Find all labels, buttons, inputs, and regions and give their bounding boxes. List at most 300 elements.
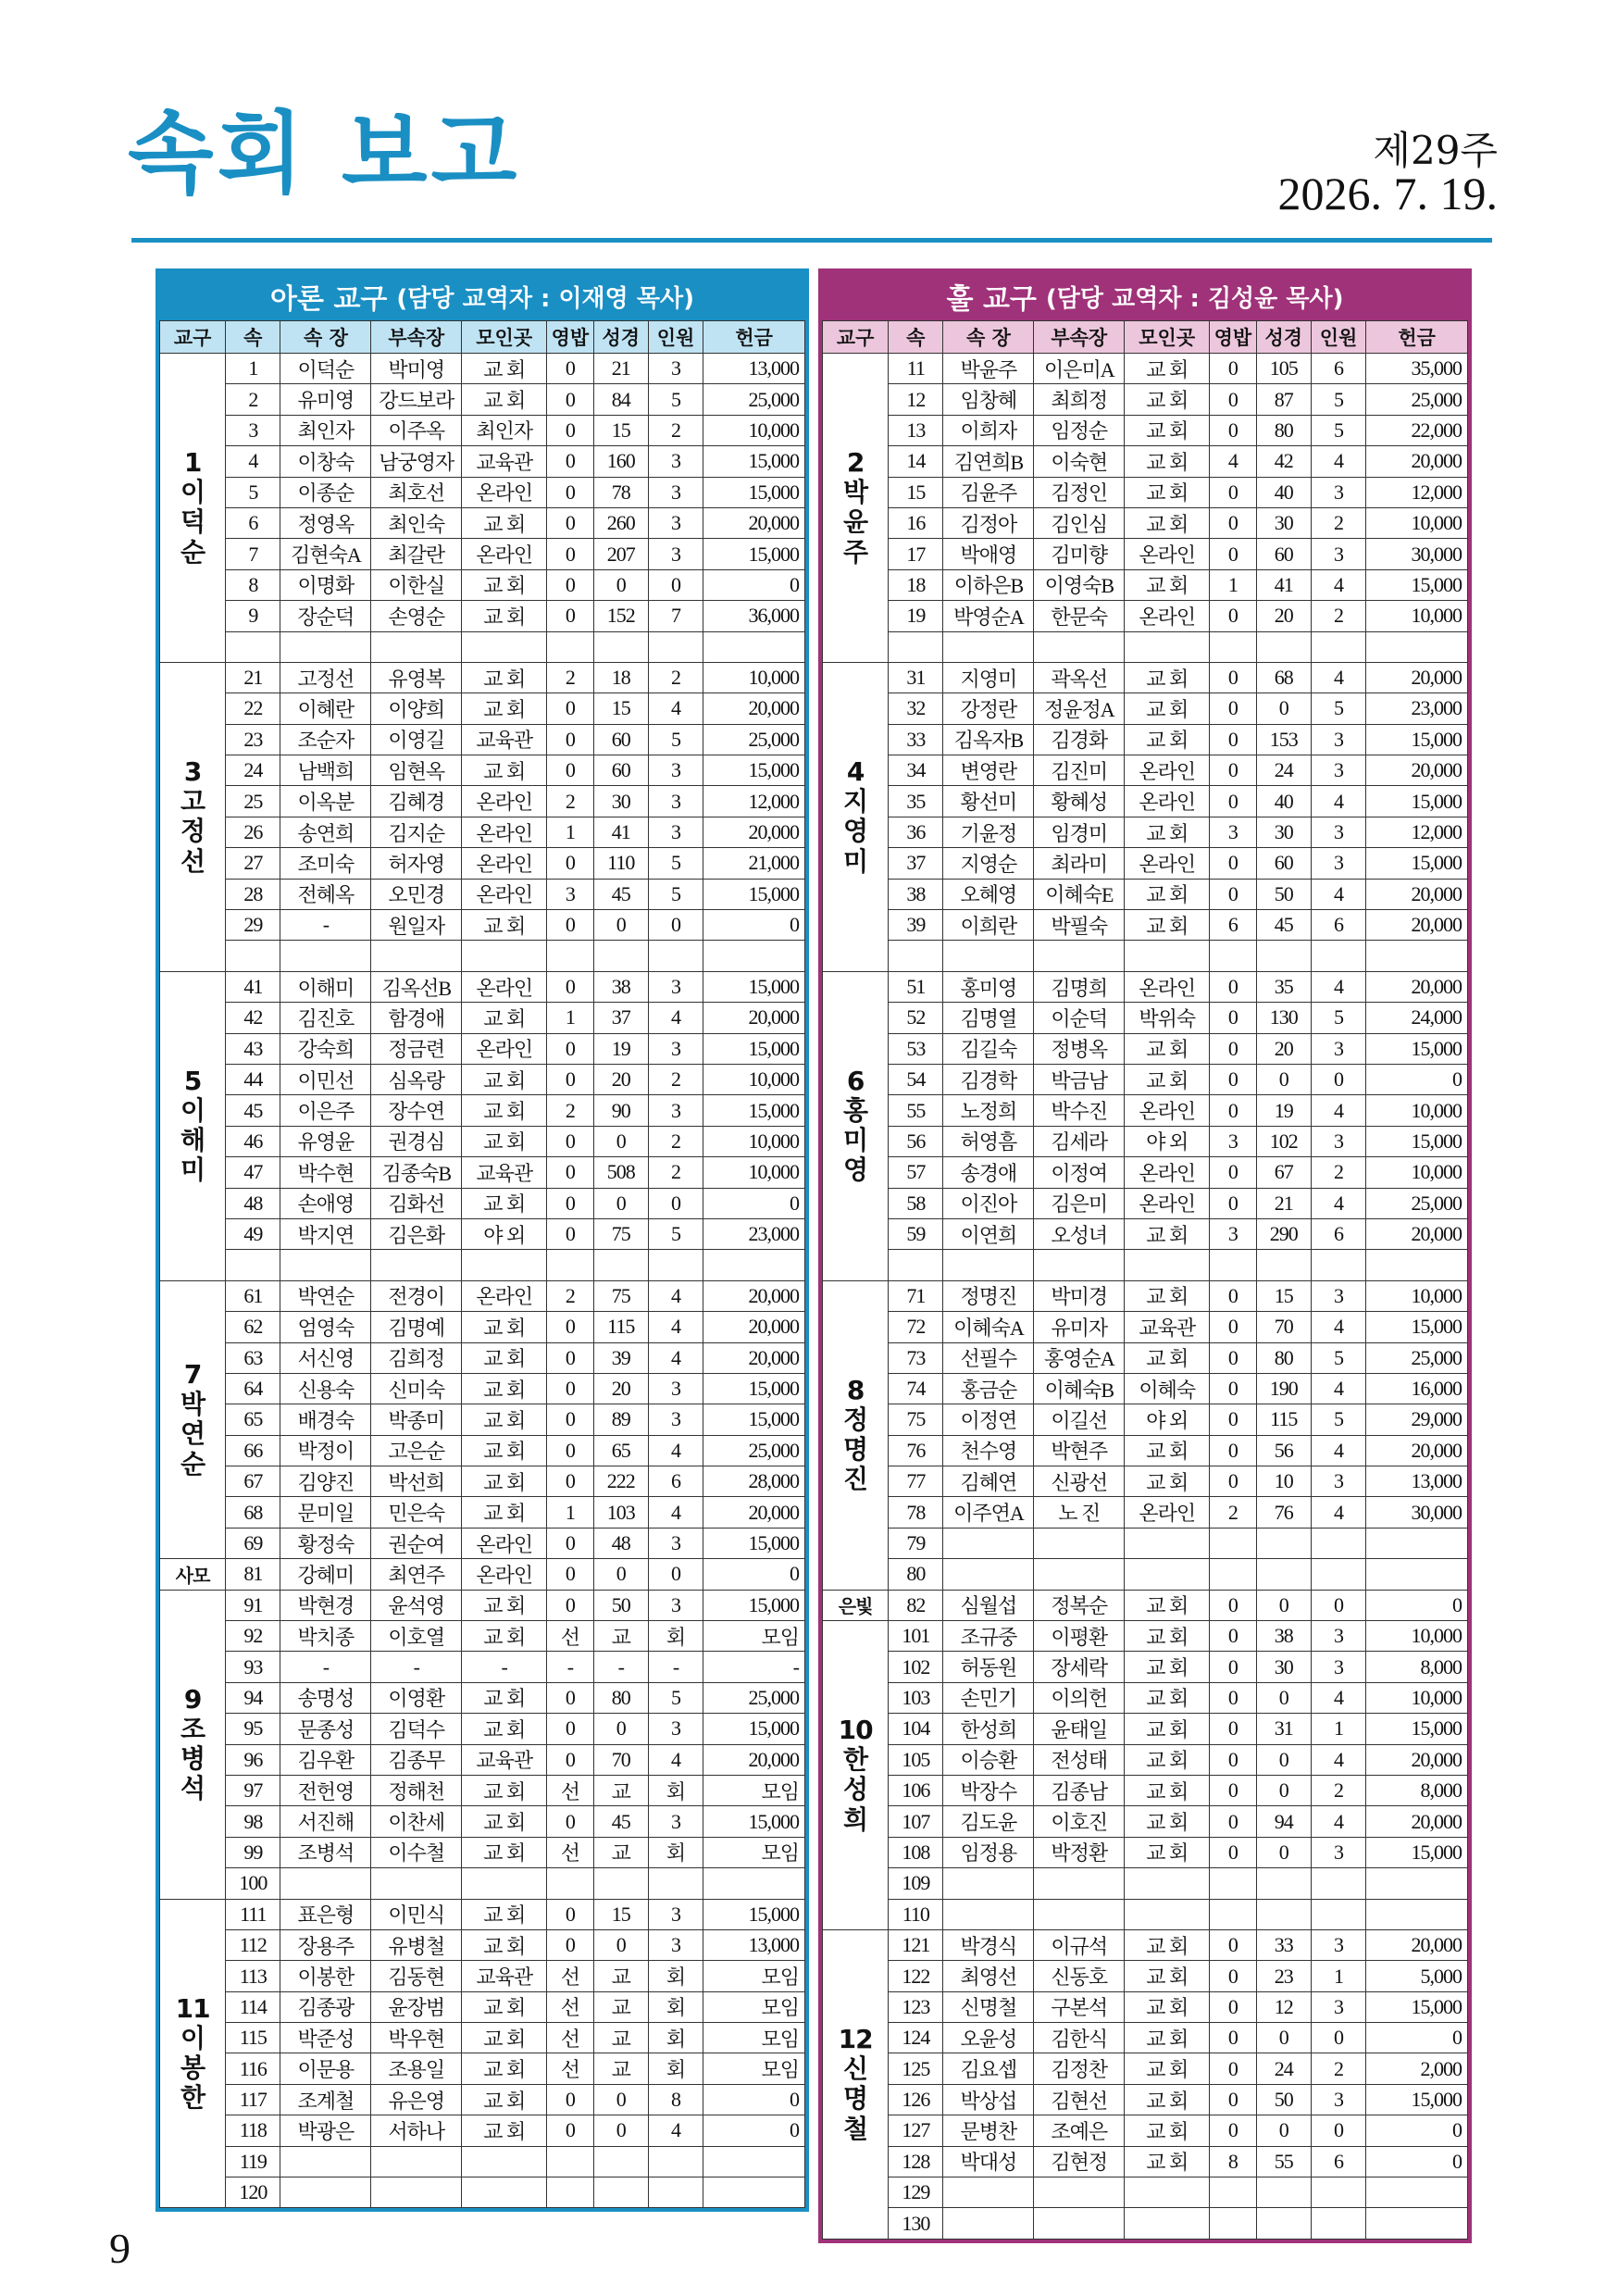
district-group-label: 11 이 봉 한 xyxy=(160,1899,226,2208)
table-cell: 0 xyxy=(593,1714,648,1744)
table-row xyxy=(823,1250,1468,1280)
table-cell: 조용일 xyxy=(371,2053,462,2084)
table-cell: 김옥자B xyxy=(943,724,1034,755)
table-cell: 20,000 xyxy=(703,817,805,847)
table-cell xyxy=(226,941,280,971)
table-cell: 김종남 xyxy=(1034,1775,1125,1805)
table-cell: 정윤정A xyxy=(1034,693,1125,724)
table-cell: 김도윤 xyxy=(943,1806,1034,1837)
table-row xyxy=(823,693,1468,724)
table-cell: 3 xyxy=(648,446,703,477)
table-cell: 0 xyxy=(547,354,593,384)
table-cell: 지영미 xyxy=(943,662,1034,693)
table-cell: 10,000 xyxy=(703,1126,805,1156)
table-cell: 48 xyxy=(226,1188,280,1218)
table-cell: 119 xyxy=(226,2146,280,2177)
table-cell: 한성희 xyxy=(943,1714,1034,1744)
table-cell: 0 xyxy=(1256,1682,1311,1713)
table-row xyxy=(160,724,805,755)
table-cell: 오윤성 xyxy=(943,2023,1034,2053)
table-cell: 온라인 xyxy=(1125,1157,1210,1188)
table-row xyxy=(160,879,805,909)
table-row xyxy=(823,1218,1468,1249)
table-cell xyxy=(1125,2208,1210,2239)
table-cell: 온라인 xyxy=(462,477,547,507)
table-row xyxy=(823,1095,1468,1126)
table-cell: 2 xyxy=(648,1126,703,1156)
table-cell xyxy=(1125,2177,1210,2208)
table-cell: 0 xyxy=(1210,1435,1256,1466)
table-cell: 124 xyxy=(889,2023,943,2053)
table-cell: 이호열 xyxy=(371,1621,462,1652)
table-cell: 김혜경 xyxy=(371,786,462,817)
table-cell: 이영환 xyxy=(371,1682,462,1713)
table-cell: 0 xyxy=(1210,1312,1256,1342)
table-row xyxy=(160,1188,805,1218)
table-cell: 0 xyxy=(547,1342,593,1373)
table-cell: 41 xyxy=(226,971,280,1002)
table-cell: 0 xyxy=(1210,415,1256,445)
table-cell xyxy=(1366,1899,1468,1929)
table-cell: 교 회 xyxy=(462,1064,547,1094)
table-cell: 10,000 xyxy=(1366,1682,1468,1713)
table-cell: 이순덕 xyxy=(1034,1003,1125,1033)
table-cell: 0 xyxy=(1256,1744,1311,1775)
table-cell: 0 xyxy=(648,1559,703,1590)
table-cell: 260 xyxy=(593,507,648,538)
table-cell: 손영순 xyxy=(371,601,462,631)
table-cell: 교 회 xyxy=(1125,2115,1210,2146)
table-cell: 김경학 xyxy=(943,1064,1034,1094)
table-cell: 0 xyxy=(703,910,805,941)
table-cell: 교 회 xyxy=(462,910,547,941)
table-cell: 박광은 xyxy=(280,2115,371,2146)
table-cell: 7 xyxy=(226,539,280,569)
table-cell: 교 회 xyxy=(462,1342,547,1373)
table-cell: 12 xyxy=(1256,1991,1311,2022)
table-cell: 4 xyxy=(648,1744,703,1775)
table-row xyxy=(160,1775,805,1805)
table-cell: 0 xyxy=(1210,1003,1256,1033)
table-cell: 박상섭 xyxy=(943,2084,1034,2115)
table-row xyxy=(823,1497,1468,1528)
table-cell: 교 회 xyxy=(1125,1466,1210,1497)
table-cell: 93 xyxy=(226,1652,280,1682)
table-cell: 김종무 xyxy=(371,1744,462,1775)
table-cell: 3 xyxy=(1311,539,1365,569)
table-cell: 0 xyxy=(1210,1280,1256,1311)
table-cell xyxy=(1311,1868,1365,1899)
table-cell: 41 xyxy=(1256,569,1311,600)
table-cell: 67 xyxy=(226,1466,280,1497)
table-cell: 56 xyxy=(889,1126,943,1156)
table-cell xyxy=(1366,631,1468,662)
column-header: 헌금 xyxy=(703,321,805,354)
table-cell: 천수영 xyxy=(943,1435,1034,1466)
table-cell: 2 xyxy=(1311,601,1365,631)
table-cell: 교 회 xyxy=(1125,2084,1210,2115)
table-cell: 117 xyxy=(226,2084,280,2115)
district-group-label: 9 조 병 석 xyxy=(160,1590,226,1899)
table-cell: 23,000 xyxy=(703,1218,805,1249)
table-cell xyxy=(1256,1528,1311,1558)
table-cell xyxy=(280,2177,371,2208)
table-cell: 이혜숙 xyxy=(1125,1373,1210,1404)
table-cell: 80 xyxy=(1256,415,1311,445)
table-cell: 75 xyxy=(889,1404,943,1435)
table-cell xyxy=(1311,2208,1365,2239)
table-cell: 교 회 xyxy=(462,1312,547,1342)
table-row xyxy=(823,477,1468,507)
table-cell: 290 xyxy=(1256,1218,1311,1249)
table-cell: 0 xyxy=(1210,755,1256,786)
table-cell: 25 xyxy=(226,786,280,817)
table-cell: 32 xyxy=(889,693,943,724)
table-cell: - xyxy=(280,910,371,941)
table-row xyxy=(823,539,1468,569)
table-cell: 홍금순 xyxy=(943,1373,1034,1404)
table-cell: 4 xyxy=(1311,446,1365,477)
table-cell: 3 xyxy=(1210,817,1256,847)
table-cell: 101 xyxy=(889,1621,943,1652)
table-row xyxy=(160,1714,805,1744)
table-cell: 3 xyxy=(648,1095,703,1126)
table-cell: 3 xyxy=(1311,1621,1365,1652)
table-cell: 박장수 xyxy=(943,1775,1034,1805)
table-cell: 222 xyxy=(593,1466,648,1497)
table-row xyxy=(823,848,1468,879)
table-cell: 20,000 xyxy=(1366,1744,1468,1775)
table-cell xyxy=(1125,1250,1210,1280)
table-cell: 4 xyxy=(1311,971,1365,1002)
table-cell: 0 xyxy=(547,1064,593,1094)
table-cell: 106 xyxy=(889,1775,943,1805)
table-cell: 교 회 xyxy=(462,1775,547,1805)
table-cell: 0 xyxy=(1210,384,1256,415)
table-cell: 교 회 xyxy=(1125,2023,1210,2053)
table-cell: 교 회 xyxy=(1125,1435,1210,1466)
table-row xyxy=(823,1342,1468,1373)
table-cell: 고정선 xyxy=(280,662,371,693)
table-cell: 윤태일 xyxy=(1034,1714,1125,1744)
table-cell: 회 xyxy=(648,2023,703,2053)
table-cell: 온라인 xyxy=(462,1033,547,1064)
table-cell: 선 xyxy=(547,1991,593,2022)
table-cell xyxy=(547,1868,593,1899)
table-cell: 온라인 xyxy=(1125,848,1210,879)
table-row xyxy=(160,1404,805,1435)
table-cell: 교 회 xyxy=(462,2053,547,2084)
table-cell xyxy=(547,2146,593,2177)
district-group-label: 10 한 성 희 xyxy=(823,1621,889,1930)
table-row xyxy=(160,1929,805,1960)
table-cell: 5 xyxy=(648,879,703,909)
table-cell xyxy=(1125,1528,1210,1558)
table-cell: 96 xyxy=(226,1744,280,1775)
table-cell: 20,000 xyxy=(703,1280,805,1311)
table-cell: 0 xyxy=(1366,1064,1468,1094)
table-cell: 조예은 xyxy=(1034,2115,1125,2146)
table-cell: 0 xyxy=(593,1559,648,1590)
table-cell xyxy=(1256,1899,1311,1929)
title-divider xyxy=(131,238,1492,243)
table-cell: 20,000 xyxy=(1366,446,1468,477)
table-row xyxy=(160,1033,805,1064)
table-row xyxy=(160,662,805,693)
column-header: 성경 xyxy=(593,321,648,354)
table-cell: 이명화 xyxy=(280,569,371,600)
table-cell: 20,000 xyxy=(703,507,805,538)
table-cell: 2 xyxy=(547,1280,593,1311)
table-cell: 62 xyxy=(226,1312,280,1342)
table-cell xyxy=(943,631,1034,662)
table-cell: 교 xyxy=(593,1621,648,1652)
table-cell: 2 xyxy=(648,1064,703,1094)
table-cell: - xyxy=(280,1652,371,1682)
table-cell: 권경심 xyxy=(371,1126,462,1156)
table-cell: 모임 xyxy=(703,1775,805,1805)
table-cell xyxy=(703,631,805,662)
table-cell: 0 xyxy=(547,1218,593,1249)
district-group-label: 사모 xyxy=(160,1559,226,1590)
panel-title: 훌 교구 xyxy=(946,283,1037,316)
table-cell: 교 회 xyxy=(462,1404,547,1435)
table-cell: 94 xyxy=(1256,1806,1311,1837)
column-header: 모인곳 xyxy=(1125,321,1210,354)
district-group-label: 3 고 정 선 xyxy=(160,662,226,971)
table-cell: 모임 xyxy=(703,1991,805,2022)
table-cell xyxy=(943,1250,1034,1280)
table-cell: 2 xyxy=(1311,507,1365,538)
table-cell: 25,000 xyxy=(703,384,805,415)
table-row xyxy=(160,786,805,817)
table-cell xyxy=(371,631,462,662)
table-cell: 허영흠 xyxy=(943,1126,1034,1156)
table-cell: 4 xyxy=(1210,446,1256,477)
table-row xyxy=(160,1806,805,1837)
table-cell: 이혜숙B xyxy=(1034,1373,1125,1404)
table-cell: 박영순A xyxy=(943,601,1034,631)
table-cell: 교 회 xyxy=(462,507,547,538)
table-cell xyxy=(371,1250,462,1280)
table-cell: 22,000 xyxy=(1366,415,1468,445)
table-cell: 13,000 xyxy=(703,354,805,384)
table-cell: 10,000 xyxy=(1366,1280,1468,1311)
table-cell: 3 xyxy=(1311,477,1365,507)
table-cell: 0 xyxy=(547,1157,593,1188)
table-cell: 79 xyxy=(889,1528,943,1558)
table-cell: 0 xyxy=(593,910,648,941)
table-cell: 19 xyxy=(593,1033,648,1064)
table-cell xyxy=(1210,941,1256,971)
table-cell: 1 xyxy=(547,1497,593,1528)
table-cell: 박필숙 xyxy=(1034,910,1125,941)
table-cell: 최영선 xyxy=(943,1961,1034,1991)
table-cell: 3 xyxy=(1311,1466,1365,1497)
table-cell: 박경식 xyxy=(943,1929,1034,1960)
table-cell: 111 xyxy=(226,1899,280,1929)
column-header: 영밥 xyxy=(547,321,593,354)
table-cell: 원일자 xyxy=(371,910,462,941)
table-cell xyxy=(1256,2208,1311,2239)
table-cell: 8 xyxy=(648,2084,703,2115)
table-cell: 0 xyxy=(1210,1682,1256,1713)
table-cell xyxy=(371,2146,462,2177)
table-cell: 30 xyxy=(1256,507,1311,538)
table-cell: 115 xyxy=(226,2023,280,2053)
table-cell: 남백희 xyxy=(280,755,371,786)
table-cell: 3 xyxy=(648,354,703,384)
table-cell: 15 xyxy=(889,477,943,507)
table-cell: 손민기 xyxy=(943,1682,1034,1713)
table-cell: 35 xyxy=(889,786,943,817)
table-cell: 이영길 xyxy=(371,724,462,755)
table-cell xyxy=(280,631,371,662)
table-cell: 이양희 xyxy=(371,693,462,724)
table-cell: 30 xyxy=(1256,1652,1311,1682)
table-row xyxy=(823,1991,1468,2022)
table-cell: 80 xyxy=(593,1682,648,1713)
table-cell: 교 xyxy=(593,1961,648,1991)
table-cell: 황혜성 xyxy=(1034,786,1125,817)
table-cell: 선 xyxy=(547,2023,593,2053)
table-cell: 0 xyxy=(1311,2023,1365,2053)
table-cell: 0 xyxy=(1210,477,1256,507)
table-row xyxy=(160,1652,805,1682)
table-cell: 508 xyxy=(593,1157,648,1188)
table-cell: 70 xyxy=(593,1744,648,1775)
table-cell: 조계철 xyxy=(280,2084,371,2115)
table-row xyxy=(823,1435,1468,1466)
table-cell xyxy=(1256,1868,1311,1899)
table-cell: 권순여 xyxy=(371,1528,462,1558)
table-cell: 3 xyxy=(648,1806,703,1837)
table-cell: 모임 xyxy=(703,1621,805,1652)
table-cell: 87 xyxy=(1256,384,1311,415)
table-cell: 80 xyxy=(1256,1342,1311,1373)
table-cell: 이민식 xyxy=(371,1899,462,1929)
table-cell: 47 xyxy=(226,1157,280,1188)
table-cell xyxy=(943,1868,1034,1899)
table-cell: 3 xyxy=(1311,817,1365,847)
table-cell: 45 xyxy=(1256,910,1311,941)
table-cell: 전성태 xyxy=(1034,1744,1125,1775)
table-cell: 이호진 xyxy=(1034,1806,1125,1837)
table-cell: 박선희 xyxy=(371,1466,462,1497)
table-cell xyxy=(1311,1528,1365,1558)
table-cell: 김정아 xyxy=(943,507,1034,538)
table-cell xyxy=(1034,1899,1125,1929)
table-cell: 박위숙 xyxy=(1125,1003,1210,1033)
table-cell: 4 xyxy=(648,1435,703,1466)
table-cell: 12,000 xyxy=(1366,477,1468,507)
table-cell: 20,000 xyxy=(1366,1218,1468,1249)
table-cell: 교 회 xyxy=(1125,1218,1210,1249)
table-cell: 3 xyxy=(1311,1991,1365,2022)
table-cell: 44 xyxy=(226,1064,280,1094)
table-cell: 박수현 xyxy=(280,1157,371,1188)
table-cell: 0 xyxy=(1210,1188,1256,1218)
table-cell: 33 xyxy=(889,724,943,755)
table-cell: 20,000 xyxy=(1366,1929,1468,1960)
table-cell: 0 xyxy=(547,1806,593,1837)
table-cell: 0 xyxy=(547,415,593,445)
table-cell: 김명예 xyxy=(371,1312,462,1342)
table-cell xyxy=(703,941,805,971)
table-cell xyxy=(1366,1528,1468,1558)
table-cell: 20,000 xyxy=(1366,1806,1468,1837)
table-cell: 153 xyxy=(1256,724,1311,755)
district-group-label: 은빛 xyxy=(823,1590,889,1620)
table-cell: 이은주 xyxy=(280,1095,371,1126)
table-cell: 5 xyxy=(648,848,703,879)
table-cell: 교 xyxy=(593,1837,648,1867)
table-cell: 125 xyxy=(889,2053,943,2084)
table-cell xyxy=(280,2146,371,2177)
table-cell: 조미숙 xyxy=(280,848,371,879)
table-cell: 교 회 xyxy=(462,1497,547,1528)
table-cell: 교육관 xyxy=(462,1157,547,1188)
table-cell: 온라인 xyxy=(462,539,547,569)
table-cell xyxy=(1125,1868,1210,1899)
table-cell: 0 xyxy=(1210,1806,1256,1837)
table-cell: 0 xyxy=(1210,2115,1256,2146)
table-cell: 98 xyxy=(226,1806,280,1837)
table-cell: 교 회 xyxy=(462,601,547,631)
table-cell xyxy=(943,2177,1034,2208)
table-cell: 118 xyxy=(226,2115,280,2146)
table-cell: 74 xyxy=(889,1373,943,1404)
column-header: 속 장 xyxy=(943,321,1034,354)
table-cell: 3 xyxy=(1311,1929,1365,1960)
table-cell: 윤장범 xyxy=(371,1991,462,2022)
table-cell xyxy=(547,2177,593,2208)
table-cell: 온라인 xyxy=(462,1280,547,1311)
table-cell: 10,000 xyxy=(1366,507,1468,538)
table-row xyxy=(823,1559,1468,1590)
table-cell: 김연희B xyxy=(943,446,1034,477)
table-cell: 김현정 xyxy=(1034,2146,1125,2177)
table-cell xyxy=(1210,2177,1256,2208)
column-header: 영밥 xyxy=(1210,321,1256,354)
table-cell: 교 회 xyxy=(462,1003,547,1033)
table-cell xyxy=(1125,631,1210,662)
table-cell: 3 xyxy=(1210,1218,1256,1249)
table-cell: 야 외 xyxy=(1125,1404,1210,1435)
table-cell: 5 xyxy=(1311,1003,1365,1033)
table-cell: 교 회 xyxy=(462,1373,547,1404)
table-row xyxy=(160,2177,805,2208)
table-cell: 3 xyxy=(648,786,703,817)
table-cell: 교 회 xyxy=(1125,1806,1210,1837)
table-cell: 0 xyxy=(1210,601,1256,631)
table-cell: 전경이 xyxy=(371,1280,462,1311)
table-cell xyxy=(593,1868,648,1899)
table-cell: 0 xyxy=(1210,1095,1256,1126)
panel-subtitle: (담당 교역자 : 이재영 목사) xyxy=(396,284,694,313)
table-cell: 0 xyxy=(547,507,593,538)
table-cell: 이정여 xyxy=(1034,1157,1125,1188)
table-cell: 교 회 xyxy=(462,1929,547,1960)
table-cell: 18 xyxy=(889,569,943,600)
table-cell xyxy=(1034,1250,1125,1280)
table-cell: 52 xyxy=(889,1003,943,1033)
table-cell: 배경숙 xyxy=(280,1404,371,1435)
table-cell xyxy=(1366,1868,1468,1899)
table-cell: 114 xyxy=(226,1991,280,2022)
table-row xyxy=(160,1837,805,1867)
table-cell: 130 xyxy=(1256,1003,1311,1033)
